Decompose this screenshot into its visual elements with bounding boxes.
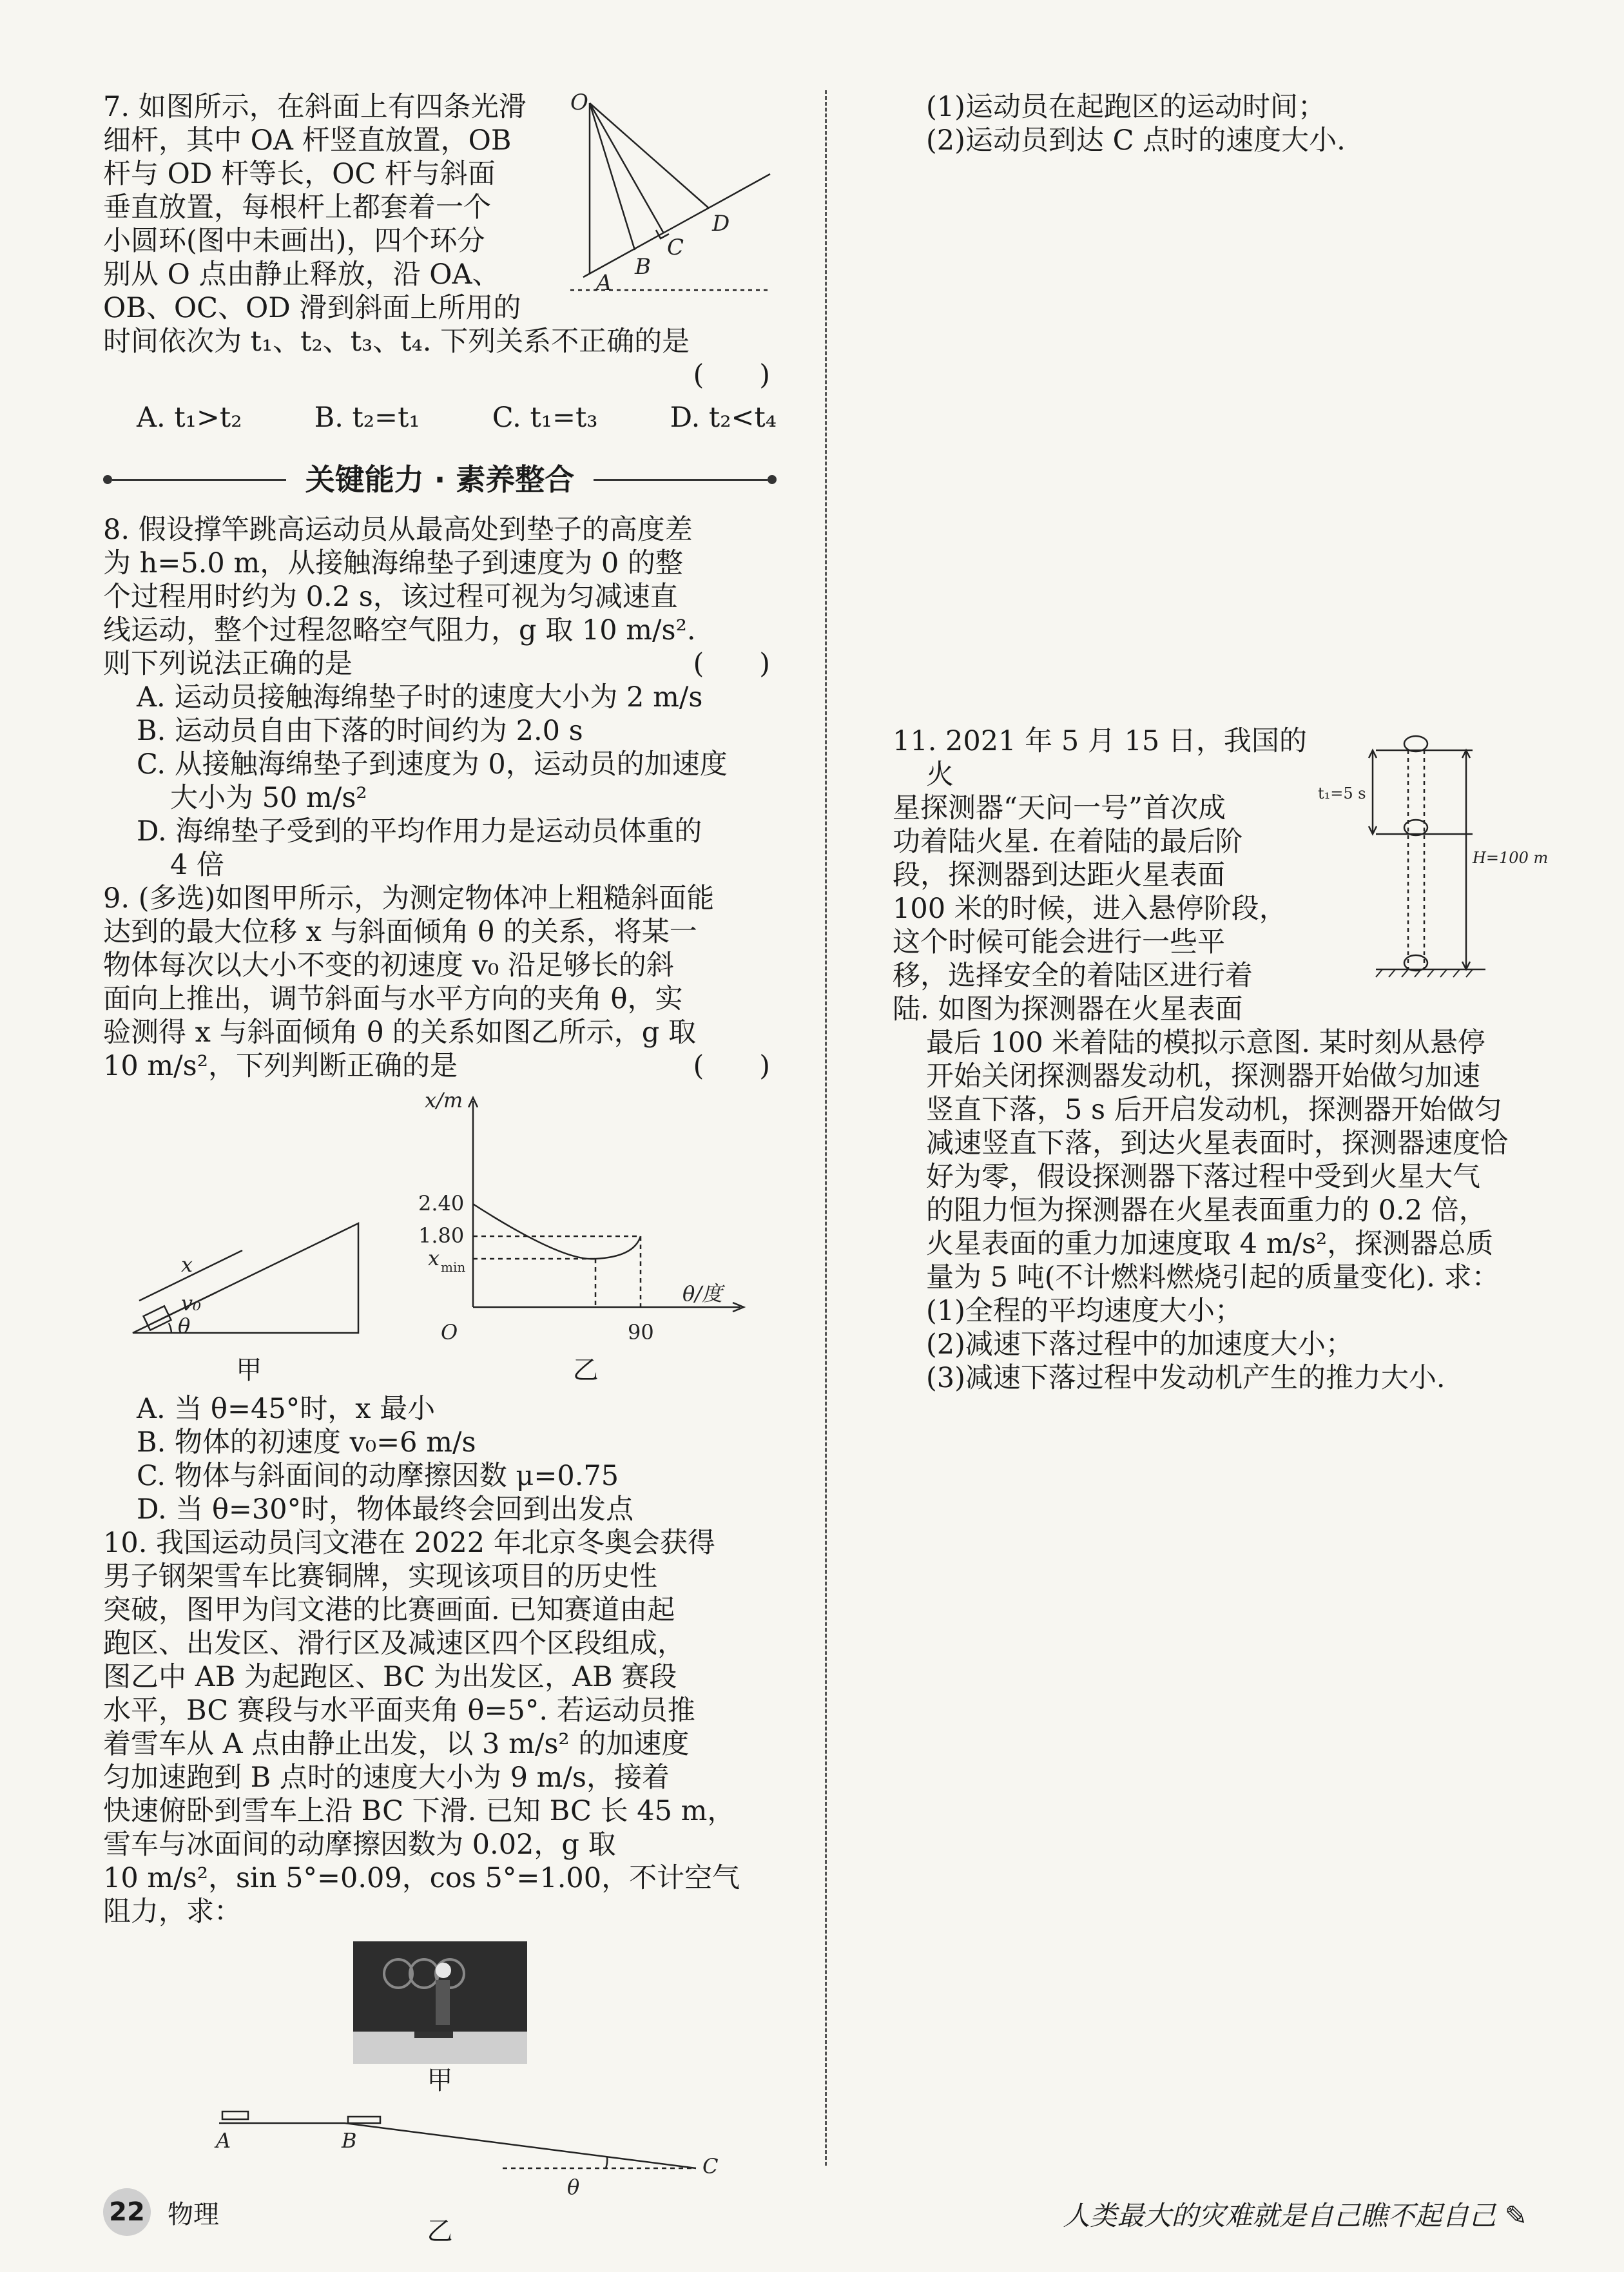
q11-line: 好为零，假设探测器下落过程中受到火星大气 bbox=[926, 1161, 1480, 1193]
q7-label-d: D bbox=[712, 211, 730, 237]
q8-line: 8. 假设撑竿跳高运动员从最高处到垫子的高度差 bbox=[103, 514, 693, 546]
q7-label-o: O bbox=[570, 90, 588, 115]
right-column bbox=[893, 90, 1556, 1395]
q9-label-x: x bbox=[181, 1252, 193, 1277]
q10-sub-2: (2)运动员到达 C 点时的速度大小. bbox=[926, 124, 1346, 157]
q8-line: 线运动，整个过程忽略空气阻力，g 取 10 m/s². bbox=[103, 614, 696, 646]
q9-ytick-xmin-sub: min bbox=[440, 1259, 465, 1275]
q9-stem-end: 10 m/s²，下列判断正确的是 bbox=[103, 1050, 458, 1082]
section-rule bbox=[594, 479, 768, 481]
q11-line: 段，探测器到达距火星表面 bbox=[893, 859, 1225, 891]
q11-line: 最后 100 米着陆的模拟示意图. 某时刻从悬停 bbox=[926, 1027, 1485, 1059]
q10-caption-jia: 甲 bbox=[427, 2066, 453, 2095]
section-rule bbox=[112, 479, 286, 481]
q10-label-b: B bbox=[342, 2128, 357, 2153]
column-divider bbox=[825, 90, 827, 2166]
q10-label-c: C bbox=[702, 2154, 719, 2179]
q10-line: 快速俯卧到雪车上沿 BC 下滑. 已知 BC 长 45 m， bbox=[103, 1795, 735, 1827]
q8-option-d: D. 海绵垫子受到的平均作用力是运动员体重的 bbox=[137, 815, 702, 848]
footer-motto bbox=[1063, 2195, 1527, 2233]
q10-line: 着雪车从 A 点由静止出发，以 3 m/s² 的加速度 bbox=[103, 1728, 690, 1760]
q7-choice-b: B. t₂=t₁ bbox=[314, 402, 420, 434]
q10-figure-jia bbox=[103, 1941, 777, 2097]
q7-label-a: A bbox=[596, 270, 612, 296]
q10-line: 突破，图甲为闫文港的比赛画面. 已知赛道由起 bbox=[103, 1594, 675, 1626]
q7-line: 小圆环(图中未画出)，四个环分 bbox=[103, 225, 485, 257]
q9-line: 验测得 x 与斜面倾角 θ 的关系如图乙所示，g 取 bbox=[103, 1016, 697, 1049]
q7-answer-paren: ( ) bbox=[693, 359, 770, 391]
q9-ylabel: x/m bbox=[424, 1088, 463, 1112]
q9-line: 9. (多选)如图甲所示，为测定物体冲上粗糙斜面能 bbox=[103, 882, 715, 915]
q11-line: 功着陆火星. 在着陆的最后阶 bbox=[893, 826, 1243, 858]
section-dot bbox=[768, 475, 777, 484]
q8-line: 个过程用时约为 0.2 s，该过程可视为匀减速直 bbox=[103, 581, 678, 613]
q9-option-b: B. 物体的初速度 v₀=6 m/s bbox=[137, 1426, 476, 1459]
q9-ytick-180: 1.80 bbox=[418, 1223, 464, 1248]
q8-option-d-cont: 4 倍 bbox=[170, 849, 225, 881]
question-7 bbox=[103, 90, 777, 443]
q9-caption-yi: 乙 bbox=[572, 1355, 599, 1385]
q7-choice-a: A. t₁>t₂ bbox=[137, 402, 242, 434]
q11-line: 的阻力恒为探测器在火星表面重力的 0.2 倍， bbox=[926, 1194, 1487, 1227]
q9-figures bbox=[103, 1088, 777, 1387]
q7-figure bbox=[564, 90, 777, 303]
page-number: 22 bbox=[103, 2188, 151, 2236]
q11-line: 减速竖直下落，到达火星表面时，探测器速度恰 bbox=[926, 1127, 1508, 1160]
q11-continued bbox=[893, 1026, 1556, 1294]
q7-choice-d: D. t₂<t₄ bbox=[670, 402, 777, 434]
q9-label-v0: v₀ bbox=[181, 1291, 202, 1316]
q10-line: 跑区、出发区、滑行区及减速区四个区段组成， bbox=[103, 1627, 685, 1660]
q10-label-a: A bbox=[216, 2128, 231, 2153]
pencil-icon: ✎ bbox=[1504, 2200, 1527, 2231]
q9-figure-jia bbox=[120, 1204, 378, 1387]
q7-choices bbox=[103, 401, 777, 434]
q9-xlabel: θ/度 bbox=[682, 1281, 722, 1306]
q11-line: 星探测器“天问一号”首次成 bbox=[893, 792, 1226, 824]
q11-sub-3: (3)减速下落过程中发动机产生的推力大小. bbox=[926, 1362, 1445, 1394]
q7-label-b: B bbox=[635, 254, 651, 280]
subject-label: 物理 bbox=[168, 2199, 219, 2229]
q9-label-theta: θ bbox=[178, 1314, 191, 1338]
q10-line: 雪车与冰面间的动摩擦因数为 0.02，g 取 bbox=[103, 1829, 616, 1861]
q10-line: 男子钢架雪车比赛铜牌，实现该项目的历史性 bbox=[103, 1560, 657, 1593]
q8-option-b: B. 运动员自由下落的时间约为 2.0 s bbox=[137, 715, 583, 747]
q8-line bbox=[103, 647, 777, 681]
q9-ytick-xmin: x bbox=[427, 1246, 440, 1270]
q8-option-c: C. 从接触海绵垫子到速度为 0，运动员的加速度 bbox=[137, 748, 728, 781]
q9-option-d: D. 当 θ=30°时，物体最终会回到出发点 bbox=[137, 1493, 634, 1526]
x-theta-graph bbox=[412, 1088, 760, 1346]
q9-figure-yi bbox=[412, 1088, 760, 1387]
q11-line: 这个时候可能会进行一些平 bbox=[893, 926, 1225, 958]
section-dot bbox=[103, 475, 112, 484]
q8-line: 为 h=5.0 m，从接触海绵垫子到速度为 0 的整 bbox=[103, 547, 683, 579]
q8-stem-end: 则下列说法正确的是 bbox=[103, 648, 353, 680]
q11-label-h: H=100 m bbox=[1473, 849, 1549, 867]
section-title: 关键能力 · 素养整合 bbox=[305, 462, 575, 497]
q11-line: 移，选择安全的着陆区进行着 bbox=[893, 960, 1253, 992]
question-8 bbox=[103, 513, 777, 882]
q9-caption-jia: 甲 bbox=[236, 1355, 262, 1385]
q7-choice-c: C. t₁=t₃ bbox=[492, 402, 598, 434]
question-10 bbox=[103, 1526, 777, 2248]
q7-line: 细杆，其中 OA 杆竖直放置，OB bbox=[103, 124, 512, 157]
q9-origin: O bbox=[440, 1320, 458, 1345]
q9-option-a: A. 当 θ=45°时，x 最小 bbox=[137, 1393, 436, 1425]
q11-line: 量为 5 吨(不计燃料燃烧引起的质量变化). 求： bbox=[926, 1261, 1500, 1294]
q10-line: 水平，BC 赛段与水平面夹角 θ=5°. 若运动员推 bbox=[103, 1694, 695, 1727]
q9-ytick-240: 2.40 bbox=[418, 1191, 464, 1216]
q10-line: 图乙中 AB 为起跑区、BC 为出发区，AB 赛段 bbox=[103, 1661, 677, 1693]
q9-answer-paren: ( ) bbox=[693, 1050, 770, 1082]
q9-line: 面向上推出，调节斜面与水平方向的夹角 θ，实 bbox=[103, 983, 683, 1015]
q10-line: 匀加速跑到 B 点时的速度大小为 9 m/s，接着 bbox=[103, 1762, 670, 1794]
q10-caption-yi: 乙 bbox=[427, 2217, 453, 2246]
incline-diagram bbox=[120, 1204, 378, 1346]
q9-line: 物体每次以大小不变的初速度 v₀ 沿足够长的斜 bbox=[103, 949, 674, 982]
q7-label-c: C bbox=[667, 235, 684, 260]
q11-sub-2: (2)减速下落过程中的加速度大小； bbox=[926, 1328, 1353, 1361]
q9-line bbox=[103, 1049, 777, 1083]
q10-line: 阻力，求： bbox=[103, 1896, 242, 1928]
q7-line: 垂直放置，每根杆上都套着一个 bbox=[103, 191, 491, 224]
q11-line: 竖直下落，5 s 后开启发动机，探测器开始做匀 bbox=[926, 1094, 1502, 1126]
q7-line: OB、OC、OD 滑到斜面上所用的 bbox=[103, 292, 521, 324]
q10-label-theta: θ bbox=[567, 2175, 580, 2199]
q11-line: 11. 2021 年 5 月 15 日，我国的火 bbox=[893, 725, 1307, 791]
q11-line: 100 米的时候，进入悬停阶段， bbox=[893, 893, 1287, 925]
q10-line: 10. 我国运动员闫文港在 2022 年北京冬奥会获得 bbox=[103, 1527, 715, 1559]
q8-option-c-cont: 大小为 50 m/s² bbox=[170, 782, 367, 814]
left-column bbox=[103, 90, 777, 2248]
motto-text: 人类最大的灾难就是自己瞧不起自己 bbox=[1063, 2200, 1496, 2231]
q7-line: 杆与 OD 杆等长，OC 杆与斜面 bbox=[103, 158, 496, 190]
q11-line: 火星表面的重力加速度取 4 m/s²，探测器总质 bbox=[926, 1228, 1494, 1260]
page-footer bbox=[103, 2188, 219, 2236]
section-heading bbox=[103, 463, 777, 496]
q11-figure bbox=[1318, 724, 1556, 982]
q11-line: 开始关闭探测器发动机，探测器开始做匀加速 bbox=[926, 1060, 1480, 1092]
q10-sub-1: (1)运动员在起跑区的运动时间； bbox=[926, 91, 1326, 123]
q9-option-c: C. 物体与斜面间的动摩擦因数 μ=0.75 bbox=[137, 1460, 619, 1492]
q9-xtick-90: 90 bbox=[627, 1320, 654, 1345]
q11-sub-1: (1)全程的平均速度大小； bbox=[926, 1295, 1242, 1327]
q11-line: 陆. 如图为探测器在火星表面 bbox=[893, 993, 1243, 1025]
question-11 bbox=[893, 724, 1556, 1026]
q11-label-t1: t₁=5 s bbox=[1318, 784, 1366, 802]
q7-line: 时间依次为 t₁、t₂、t₃、t₄. 下列关系不正确的是 bbox=[103, 325, 690, 358]
q9-line: 达到的最大位移 x 与斜面倾角 θ 的关系，将某一 bbox=[103, 916, 697, 948]
race-photo bbox=[353, 1941, 527, 2064]
q7-line: 别从 O 点由静止释放，沿 OA、 bbox=[103, 258, 500, 291]
q7-line: 7. 如图所示，在斜面上有四条光滑 bbox=[103, 91, 527, 123]
spacer bbox=[893, 157, 1556, 724]
q8-answer-paren: ( ) bbox=[693, 648, 770, 680]
question-9 bbox=[103, 882, 777, 1526]
q8-option-a: A. 运动员接触海绵垫子时的速度大小为 2 m/s bbox=[137, 681, 703, 714]
q10-line: 10 m/s²，sin 5°=0.09，cos 5°=1.00，不计空气 bbox=[103, 1862, 740, 1894]
